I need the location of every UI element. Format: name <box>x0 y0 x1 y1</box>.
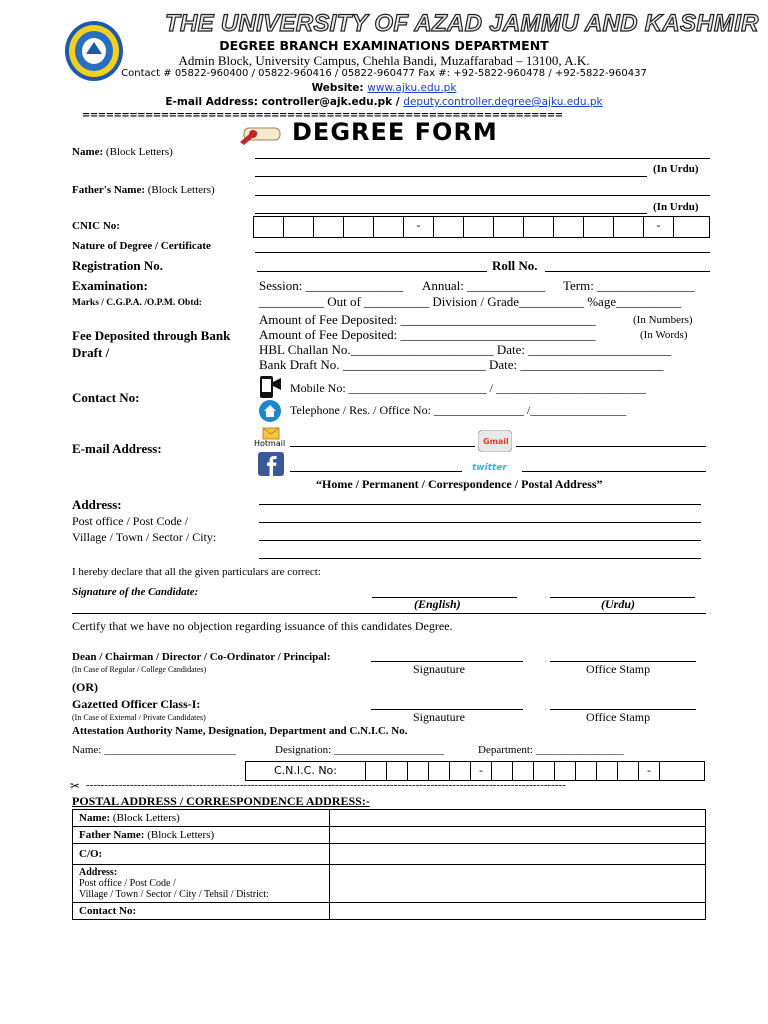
name-urdu-field[interactable] <box>255 176 647 177</box>
table-row <box>73 844 706 865</box>
section-divider <box>72 613 706 614</box>
english-label: (English) <box>414 597 461 611</box>
dean-stamp-label: Office Stamp <box>586 662 651 676</box>
postal-address-input[interactable] <box>330 865 706 903</box>
cnic-box[interactable] <box>408 762 429 780</box>
amount-numbers-field[interactable]: Amount of Fee Deposited: ______________________________ <box>259 312 596 327</box>
form-title: DEGREE FORM <box>292 118 498 146</box>
dean-hint: (In Case of Regular / College Candidates) <box>72 665 207 674</box>
scissors-icon: ✂ <box>70 779 81 793</box>
gazetted-signature-label: Signauture <box>413 710 465 724</box>
father-label: Father's Name: <box>72 184 146 196</box>
gazetted-stamp-label: Office Stamp <box>586 710 651 724</box>
address-type-note: “Home / Permanent / Correspondence / Postal Address” <box>316 477 603 491</box>
postal-name-input[interactable] <box>330 810 706 827</box>
gazetted-label: Gazetted Officer Class-I: <box>72 697 201 711</box>
cnic-box[interactable] <box>284 217 314 237</box>
nature-label: Nature of Degree / Certificate <box>72 240 211 252</box>
address-label: Address: <box>72 497 122 512</box>
father-urdu-field[interactable] <box>255 213 647 214</box>
marks-field[interactable]: __________ Out of __________ Division / Grade__________ %age__________ <box>259 294 682 309</box>
cnic-box[interactable] <box>597 762 618 780</box>
cnic-box[interactable] <box>494 217 524 237</box>
postal-label: C/O: <box>79 848 103 860</box>
attestation-designation-field[interactable]: Designation: ____________________ <box>275 744 444 756</box>
cnic-box[interactable] <box>534 762 555 780</box>
facebook-icon <box>258 452 284 476</box>
urdu-label: (Urdu) <box>601 597 636 611</box>
registration-label: Registration No. <box>72 258 163 273</box>
in-numbers-label: (In Numbers) <box>633 314 693 326</box>
attestation-label: Attestation Authority Name, Designation, Department and C.N.I.C. No. <box>72 725 408 737</box>
cnic-box[interactable] <box>450 762 471 780</box>
postal-co-input[interactable] <box>330 844 706 865</box>
roll-label: Roll No. <box>492 258 538 273</box>
gmail-field[interactable] <box>516 446 706 447</box>
address-line-3[interactable] <box>259 540 701 541</box>
attestation-name-field[interactable]: Name: ________________________ <box>72 744 237 756</box>
session-field[interactable]: Session: _______________ <box>259 278 404 293</box>
post-office-label: Post office / Post Code / <box>72 514 189 528</box>
father-label-row <box>72 184 215 196</box>
postal-label-cell <box>73 844 330 865</box>
annual-field[interactable]: Annual: ____________ <box>422 278 546 293</box>
home-phone-icon <box>258 399 282 423</box>
challan-field[interactable]: HBL Challan No.______________________ Date: ______________________ <box>259 342 672 357</box>
postal-label-cell <box>73 810 330 827</box>
header-separator: ============================================================= <box>82 110 563 121</box>
village-label: Village / Town / Sector / City: <box>72 530 217 544</box>
cnic-box[interactable] <box>429 762 450 780</box>
postal-contact-input[interactable] <box>330 903 706 920</box>
postal-label-cell <box>73 827 330 844</box>
cnic-box[interactable] <box>314 217 344 237</box>
cnic-box[interactable] <box>492 762 513 780</box>
cnic-box[interactable] <box>513 762 534 780</box>
cnic-box[interactable] <box>464 217 494 237</box>
email-address-label: E-mail Address: <box>72 441 162 456</box>
cnic-dash: - <box>404 217 434 237</box>
table-row <box>73 903 706 920</box>
fee-label: Fee Deposited through Bank Draft / <box>72 328 231 360</box>
examination-label: Examination: <box>72 278 148 293</box>
postal-hint: Post office / Post Code / Village / Town / Sector / City / Tehsil / District: <box>79 878 269 900</box>
cnic-dash: - <box>639 762 660 780</box>
cnic-box[interactable] <box>584 217 614 237</box>
cnic-box[interactable] <box>674 217 703 237</box>
cnic-box[interactable] <box>434 217 464 237</box>
table-row <box>73 810 706 827</box>
name-label-row <box>72 146 173 158</box>
cnic-box[interactable] <box>614 217 644 237</box>
cnic-label: CNIC No: <box>72 220 120 232</box>
website-label: Website: <box>311 82 368 94</box>
postal-label: Address: <box>79 867 118 878</box>
header-website-line <box>0 82 768 94</box>
website-link[interactable]: www.ajku.edu.pk <box>367 82 457 94</box>
email-label: E-mail Address: controller@ajk.edu.pk / <box>165 96 404 108</box>
roll-field[interactable] <box>545 271 710 272</box>
cnic-box[interactable] <box>660 762 680 780</box>
postal-label: Name: <box>79 812 111 824</box>
header-contact: Contact # 05822-960400 / 05822-960416 / 05822-960477 Fax #: +92-5822-960478 / +92-5822-960437 <box>121 68 647 79</box>
postal-father-input[interactable] <box>330 827 706 844</box>
postal-label: Contact No: <box>79 905 137 917</box>
certify-text: Certify that we have no objection regarding issuance of this candidates Degree. <box>72 619 453 633</box>
postal-hint: (Block Letters) <box>147 829 215 841</box>
university-title: THE UNIVERSITY OF AZAD JAMMU AND KASHMIR <box>165 10 759 37</box>
postal-table <box>72 809 706 920</box>
table-row <box>73 827 706 844</box>
declaration-text: I hereby declare that all the given particulars are correct: <box>72 566 321 578</box>
father-hint: (Block Letters) <box>147 184 215 196</box>
amount-words-field[interactable]: Amount of Fee Deposited: ______________________________ <box>259 327 596 342</box>
hotmail-label: Hotmail <box>254 439 286 448</box>
cnic-box[interactable] <box>554 217 584 237</box>
attestation-department-field[interactable]: Department: ________________ <box>478 744 624 756</box>
in-words-label: (In Words) <box>640 329 688 341</box>
registration-field[interactable] <box>257 271 487 272</box>
signature-label: Signature of the Candidate: <box>72 586 199 598</box>
header-email-line <box>0 96 768 108</box>
hotmail-field[interactable] <box>290 446 475 447</box>
name-field[interactable] <box>255 158 710 159</box>
dean-label: Dean / Chairman / Director / Co-Ordinator / Principal: <box>72 651 331 663</box>
gmail-label: Gmail <box>483 437 509 446</box>
nature-field[interactable] <box>255 252 710 253</box>
cnic-box[interactable] <box>524 217 554 237</box>
postal-heading: POSTAL ADDRESS / CORRESPONDENCE ADDRESS:- <box>72 794 370 808</box>
father-field[interactable] <box>255 195 710 196</box>
attestation-cnic-boxes[interactable] <box>245 761 705 781</box>
cnic-box[interactable] <box>555 762 576 780</box>
address-line-4[interactable] <box>259 558 701 559</box>
name-urdu-label: (In Urdu) <box>653 163 699 175</box>
dean-signature-label: Signauture <box>413 662 465 676</box>
gazetted-hint: (In Case of External / Private Candidates) <box>72 713 206 722</box>
header-address: Admin Block, University Campus, Chehla Bandi, Muzaffarabad – 13100, A.K. <box>178 53 590 68</box>
cnic-boxes[interactable] <box>253 216 710 238</box>
department-title: DEGREE BRANCH EXAMINATIONS DEPARTMENT <box>219 38 549 53</box>
twitter-field[interactable] <box>522 471 706 472</box>
postal-label: Father Name: <box>79 829 145 841</box>
cnic-box[interactable] <box>576 762 597 780</box>
or-label: (OR) <box>72 680 98 694</box>
cnic-box[interactable] <box>618 762 639 780</box>
postal-label-cell <box>73 865 330 903</box>
bank-draft-field[interactable]: Bank Draft No. ______________________ Date: ______________________ <box>259 357 664 372</box>
cnic-box[interactable] <box>387 762 408 780</box>
cnic-box[interactable] <box>344 217 374 237</box>
attestation-cnic-label: C.N.I.C. No: <box>246 762 366 780</box>
email-link[interactable]: deputy.controller.degree@ajku.edu.pk <box>403 96 603 108</box>
telephone-field[interactable]: Telephone / Res. / Office No: _______________ /________________ <box>290 403 627 417</box>
postal-label-cell <box>73 903 330 920</box>
twitter-label: twitter <box>472 463 507 473</box>
term-field[interactable]: Term: _______________ <box>563 278 695 293</box>
cut-line: ----------------------------------------------------------------------------------------------------------------------------------- <box>86 779 566 791</box>
cnic-box[interactable] <box>254 217 284 237</box>
cnic-box[interactable] <box>374 217 404 237</box>
mobile-icon <box>257 376 283 398</box>
postal-hint: (Block Letters) <box>112 812 180 824</box>
marks-label: Marks / C.G.P.A. /O.P.M. Obtd: <box>72 298 202 308</box>
cnic-box[interactable] <box>366 762 387 780</box>
cnic-dash: - <box>471 762 492 780</box>
table-row <box>73 865 706 903</box>
facebook-field[interactable] <box>290 471 462 472</box>
address-line-2[interactable] <box>259 522 701 523</box>
name-label: Name: <box>72 146 104 158</box>
mobile-field[interactable]: Mobile No: _______________________ / _________________________ <box>290 381 646 395</box>
address-line-1[interactable] <box>259 504 701 505</box>
father-urdu-label: (In Urdu) <box>653 201 699 213</box>
contact-label: Contact No: <box>72 390 140 405</box>
name-hint: (Block Letters) <box>105 146 173 158</box>
scroll-icon <box>236 124 288 146</box>
cnic-dash: - <box>644 217 674 237</box>
